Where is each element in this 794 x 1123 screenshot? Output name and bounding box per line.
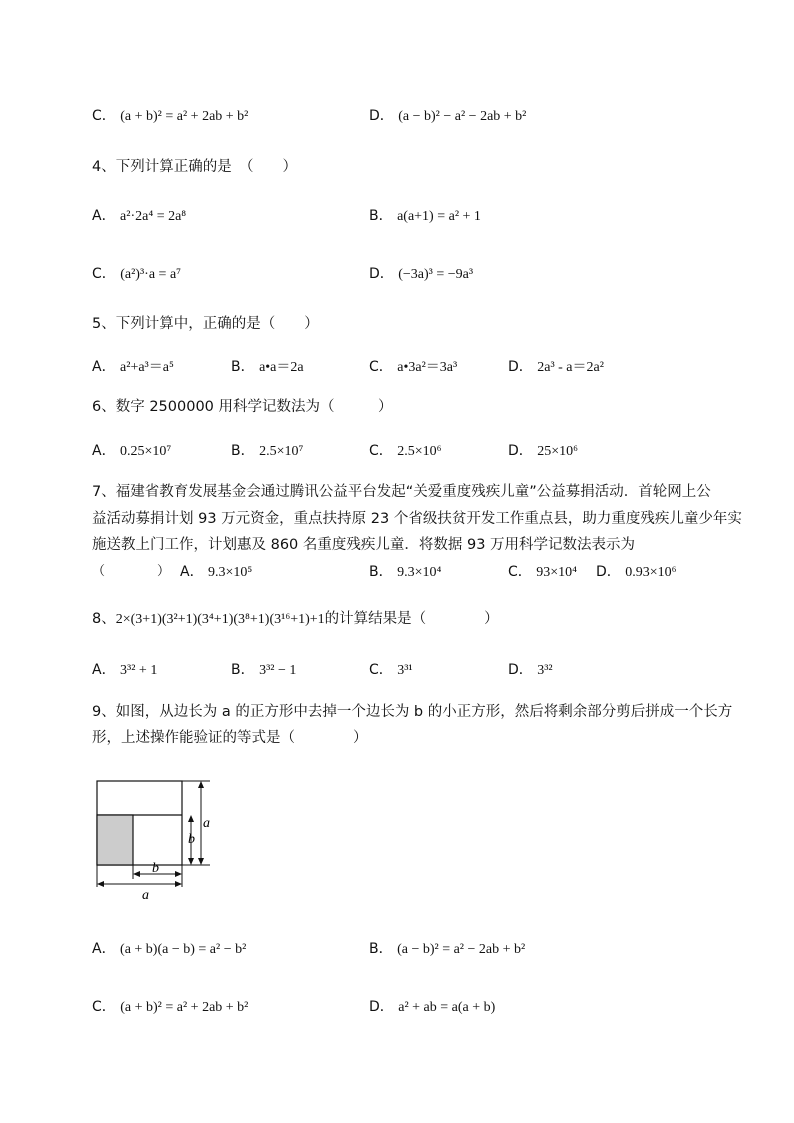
q7-line-1: 7、福建省教育发展基金会通过腾讯公益平台发起“关爱重度残疾儿童”公益募捐活动．首轮网上公 bbox=[92, 484, 711, 500]
option-expression: 25×10⁶ bbox=[537, 444, 579, 459]
q7-line-2: 益活动募捐计划 93 万元资金，重点扶持原 23 个省级扶贫开发工作重点县，助力重度残疾儿童少年实 bbox=[92, 511, 742, 527]
option-expression: (−3a)³ = −9a³ bbox=[398, 267, 474, 282]
option-expression: 9.3×10⁵ bbox=[208, 565, 253, 580]
option-expression: 3³¹ bbox=[397, 663, 413, 678]
q6-option-d bbox=[508, 441, 578, 462]
option-label: A． bbox=[92, 443, 116, 459]
q9-option-b bbox=[369, 939, 525, 960]
option-label: D． bbox=[508, 443, 533, 459]
option-expression: 2.5×10⁶ bbox=[397, 444, 442, 459]
q9-option-c bbox=[92, 997, 248, 1018]
q7-option-c bbox=[508, 562, 577, 583]
option-expression: a² + ab = a(a + b) bbox=[398, 1000, 496, 1015]
q5-option-c bbox=[369, 357, 457, 378]
option-label: D． bbox=[369, 266, 394, 282]
q8-tail: 的计算结果是（ ） bbox=[324, 611, 499, 627]
option-label: D． bbox=[369, 108, 394, 124]
q7-line-3: 施送教上门工作，计划惠及 860 名重度残疾儿童．将数据 93 万用科学记数法表示为 bbox=[92, 537, 636, 553]
q7-answer-paren: （ ） bbox=[92, 564, 171, 579]
arrow-up-b bbox=[188, 815, 194, 822]
shaded-strip bbox=[97, 815, 133, 865]
option-expression: 0.25×10⁷ bbox=[120, 444, 172, 459]
q5-stem: 5、下列计算中，正确的是（ ） bbox=[92, 316, 319, 332]
option-expression: 3³² − 1 bbox=[259, 663, 297, 678]
option-expression: a•a＝2a bbox=[259, 360, 304, 375]
q5-option-a bbox=[92, 357, 174, 378]
option-label: B． bbox=[231, 662, 255, 678]
option-expression: (a − b)² = a² − 2ab + b² bbox=[397, 942, 526, 957]
option-label: D． bbox=[596, 564, 621, 580]
option-label: D． bbox=[369, 999, 394, 1015]
option-expression: (a − b)² − a² − 2ab + b² bbox=[398, 109, 527, 124]
arrow-down bbox=[198, 858, 204, 865]
q9-line-1: 9、如图，从边长为 a 的正方形中去掉一个边长为 b 的小正方形，然后将剩余部分剪后拼成一个长方 bbox=[92, 704, 733, 720]
option-label: B． bbox=[231, 443, 255, 459]
option-expression: (a + b)² = a² + 2ab + b² bbox=[120, 109, 249, 124]
q6-option-b bbox=[231, 441, 303, 462]
option-label: A． bbox=[180, 564, 204, 580]
q9-line-2: 形，上述操作能验证的等式是（ ） bbox=[92, 730, 368, 746]
q6-option-c bbox=[369, 441, 442, 462]
option-label: D． bbox=[508, 359, 533, 375]
q4-option-a bbox=[92, 206, 186, 227]
arrow-right-b bbox=[175, 871, 182, 877]
q8-option-c bbox=[369, 660, 413, 681]
option-expression: a(a+1) = a² + 1 bbox=[397, 209, 481, 224]
option-expression: (a + b)² = a² + 2ab + b² bbox=[120, 1000, 249, 1015]
option-label: C． bbox=[92, 999, 116, 1015]
q7-option-a bbox=[180, 562, 252, 583]
q8-expression: 2×(3+1)(3²+1)(3⁴+1)(3⁸+1)(3¹⁶+1)+1 bbox=[115, 612, 325, 627]
label-a-right: a bbox=[203, 816, 210, 831]
q8-option-a bbox=[92, 660, 157, 681]
option-expression: 9.3×10⁴ bbox=[397, 565, 442, 580]
option-expression: 2a³ - a＝2a² bbox=[537, 360, 604, 375]
q6-stem: 6、数字 2500000 用科学记数法为（ ） bbox=[92, 399, 393, 415]
q8-option-d bbox=[508, 660, 553, 681]
q5-option-d bbox=[508, 357, 604, 378]
option-label: C． bbox=[508, 564, 532, 580]
q4-option-d bbox=[369, 264, 473, 285]
option-expression: 0.93×10⁶ bbox=[625, 565, 677, 580]
arrow-down-b bbox=[188, 858, 194, 865]
option-expression: (a²)³·a = a⁷ bbox=[120, 267, 182, 282]
option-label: A． bbox=[92, 208, 116, 224]
q4-option-c bbox=[92, 264, 181, 285]
option-label: D． bbox=[508, 662, 533, 678]
option-label: B． bbox=[369, 208, 393, 224]
option-expression: a²+a³＝a⁵ bbox=[120, 360, 174, 375]
option-label: C． bbox=[92, 266, 116, 282]
q9-option-d bbox=[369, 997, 495, 1018]
option-expression: (a + b)(a − b) = a² − b² bbox=[120, 942, 247, 957]
q8-stem bbox=[92, 609, 499, 630]
option-label: C． bbox=[369, 443, 393, 459]
option-label: C． bbox=[92, 108, 116, 124]
q3-option-c bbox=[92, 106, 248, 127]
option-expression: 93×10⁴ bbox=[536, 565, 578, 580]
arrow-up bbox=[198, 781, 204, 788]
option-label: C． bbox=[369, 359, 393, 375]
q5-option-b bbox=[231, 357, 304, 378]
q8-option-b bbox=[231, 660, 296, 681]
option-label: B． bbox=[231, 359, 255, 375]
q3-option-d bbox=[369, 106, 526, 127]
label-a-bottom: a bbox=[142, 888, 149, 903]
option-label: A． bbox=[92, 662, 116, 678]
q4-option-b bbox=[369, 206, 481, 227]
option-label: A． bbox=[92, 359, 116, 375]
q7-option-b bbox=[369, 562, 441, 583]
option-expression: a•3a²＝3a³ bbox=[397, 360, 458, 375]
option-label: B． bbox=[369, 564, 393, 580]
option-expression: a²·2a⁴ = 2a⁸ bbox=[120, 209, 187, 224]
arrow-left-a bbox=[97, 881, 104, 887]
arrow-left-b bbox=[133, 871, 140, 877]
arrow-right-a bbox=[175, 881, 182, 887]
option-label: C． bbox=[369, 662, 393, 678]
label-b-bottom: b bbox=[152, 861, 159, 876]
q8-number: 8、 bbox=[92, 611, 116, 627]
option-expression: 3³² + 1 bbox=[120, 663, 158, 678]
option-label: A． bbox=[92, 941, 116, 957]
q7-option-d bbox=[596, 562, 677, 583]
q9-figure bbox=[90, 775, 220, 905]
q6-option-a bbox=[92, 441, 171, 462]
option-expression: 2.5×10⁷ bbox=[259, 444, 304, 459]
q9-option-a bbox=[92, 939, 246, 960]
option-expression: 3³² bbox=[537, 663, 553, 678]
label-b-right: b bbox=[188, 832, 195, 847]
option-label: B． bbox=[369, 941, 393, 957]
q4-stem: 4、下列计算正确的是 （ ） bbox=[92, 159, 297, 175]
